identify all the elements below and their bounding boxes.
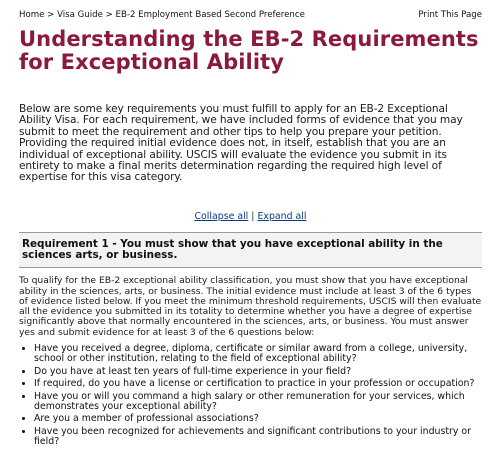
expand-all-link[interactable]: Expand all	[257, 210, 307, 222]
page-title: Understanding the EB-2 Requirements for Exceptional Ability	[19, 27, 479, 74]
breadcrumb-visa-guide[interactable]: Visa Guide	[57, 10, 103, 20]
toggle-separator: |	[251, 210, 255, 222]
intro-paragraph: Below are some key requirements you must fulfill to apply for an EB-2 Exceptional Ability Visa. For each requirement, we have included forms of evidence that you may submit to meet the requirement and other tips to help you prepare your petition. Providing the required initial evidence does not, in itself, establish that you are an individual of exceptional ability. USCIS will evaluate the evidence you submit in its entirety to make a final merits determination regarding the required high level of expertise for this visa category.	[19, 103, 463, 184]
list-item: • Have you received a degree, diploma, certificate or similar award from a college, university, school or other institution, relating to the field of exceptional ability?	[34, 344, 482, 365]
breadcrumb-current: EB-2 Employment Based Second Preference	[115, 10, 305, 20]
list-item: • Have you been recognized for achievements and significant contributions to your industry or field?	[34, 427, 482, 448]
breadcrumb-home[interactable]: Home	[19, 10, 45, 20]
breadcrumb	[19, 9, 305, 21]
collapse-all-link[interactable]: Collapse all	[194, 210, 249, 222]
list-item: • If required, do you have a license or certification to practice in your profession or occupation?	[34, 379, 482, 389]
expand-collapse-controls	[19, 211, 482, 223]
breadcrumb-separator: >	[47, 10, 55, 20]
requirement-1-header[interactable]: Requirement 1 - You must show that you have exceptional ability in the sciences arts, or business.	[19, 232, 482, 268]
breadcrumb-separator: >	[105, 10, 113, 20]
requirement-1-question-list	[19, 344, 482, 448]
list-item: • Have you or will you command a high salary or other remuneration for your services, which demonstrates your exceptional ability?	[34, 392, 482, 413]
print-page-link[interactable]: Print This Page	[418, 10, 482, 20]
requirement-1-body: To qualify for the EB-2 exceptional ability classification, you must show that you have exceptional ability in the sciences, arts, or business. The initial evidence must include at least 3 of the 6 types of evidence listed below. If you meet the minimum threshold requirements, USCIS will then evaluate all the evidence you submitted in its totality to determine whether you have a degree of expertise significantly above that normally encountered in the sciences, arts, or business. You must answer yes and submit evidence for at least 3 of the 6 questions below:	[19, 275, 482, 338]
list-item: • Do you have at least ten years of full-time experience in your field?	[34, 367, 482, 377]
list-item: • Are you a member of professional associations?	[34, 414, 482, 424]
top-bar	[19, 0, 482, 22]
